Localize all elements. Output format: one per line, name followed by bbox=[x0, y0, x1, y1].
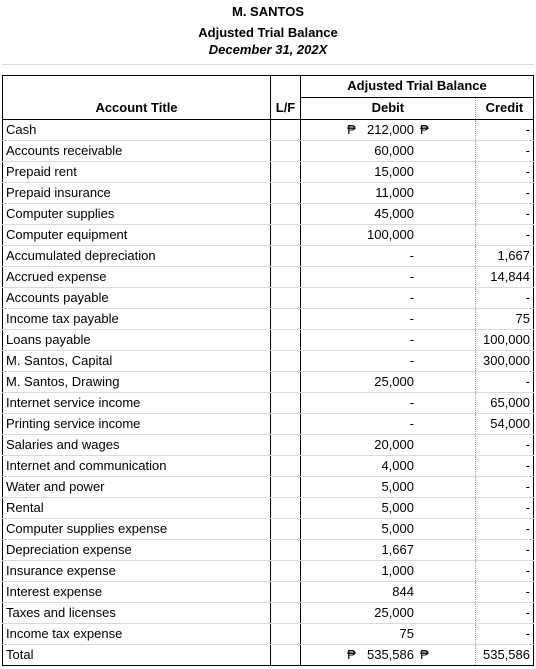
credit-amount: - bbox=[475, 434, 533, 455]
credit-peso-sign bbox=[417, 329, 475, 350]
account-title: Computer supplies bbox=[3, 203, 271, 224]
debit-peso-sign bbox=[301, 329, 359, 350]
credit-peso-sign bbox=[417, 413, 475, 434]
table-row bbox=[3, 350, 534, 371]
debit-amount: 5,000 bbox=[359, 476, 417, 497]
credit-amount: - bbox=[475, 560, 533, 581]
total-debit: 535,586 bbox=[359, 644, 417, 665]
table-row bbox=[3, 560, 534, 581]
lf-cell bbox=[271, 644, 301, 665]
account-title: Cash bbox=[3, 119, 271, 140]
debit-peso-sign bbox=[301, 371, 359, 392]
credit-peso-sign bbox=[417, 518, 475, 539]
lf-cell bbox=[271, 140, 301, 161]
table-row bbox=[3, 308, 534, 329]
credit-peso-sign bbox=[417, 308, 475, 329]
trial-balance-table bbox=[2, 75, 534, 666]
debit-amount: 5,000 bbox=[359, 497, 417, 518]
lf-cell bbox=[271, 560, 301, 581]
credit-peso-sign bbox=[417, 392, 475, 413]
debit-amount: 5,000 bbox=[359, 518, 417, 539]
debit-amount: - bbox=[359, 266, 417, 287]
debit-peso-sign bbox=[301, 161, 359, 182]
lf-cell bbox=[271, 497, 301, 518]
table-row bbox=[3, 140, 534, 161]
table-row bbox=[3, 245, 534, 266]
account-title: Interest expense bbox=[3, 581, 271, 602]
table-row bbox=[3, 224, 534, 245]
debit-peso-sign bbox=[301, 203, 359, 224]
credit-amount: - bbox=[475, 371, 533, 392]
table-row bbox=[3, 497, 534, 518]
debit-amount: 25,000 bbox=[359, 371, 417, 392]
credit-amount: - bbox=[475, 224, 533, 245]
table-row bbox=[3, 182, 534, 203]
debit-peso-sign bbox=[301, 518, 359, 539]
credit-amount: - bbox=[475, 203, 533, 224]
credit-peso-sign bbox=[417, 560, 475, 581]
debit-amount: 60,000 bbox=[359, 140, 417, 161]
debit-amount: 212,000 bbox=[359, 119, 417, 140]
debit-peso-sign: ₱ bbox=[301, 119, 359, 140]
lf-cell bbox=[271, 308, 301, 329]
credit-peso-sign: ₱ bbox=[417, 644, 475, 665]
table-row bbox=[3, 371, 534, 392]
lf-cell bbox=[271, 287, 301, 308]
credit-amount: 1,667 bbox=[475, 245, 533, 266]
account-title: Prepaid rent bbox=[3, 161, 271, 182]
debit-peso-sign bbox=[301, 182, 359, 203]
credit-amount: - bbox=[475, 497, 533, 518]
lf-cell bbox=[271, 161, 301, 182]
lf-cell bbox=[271, 455, 301, 476]
debit-amount: - bbox=[359, 308, 417, 329]
group-header-row bbox=[3, 75, 534, 97]
account-title: Accounts payable bbox=[3, 287, 271, 308]
debit-peso-sign bbox=[301, 560, 359, 581]
lf-cell bbox=[271, 182, 301, 203]
credit-peso-sign bbox=[417, 203, 475, 224]
lf-cell bbox=[271, 224, 301, 245]
credit-peso-sign bbox=[417, 266, 475, 287]
table-row bbox=[3, 602, 534, 623]
table-row bbox=[3, 329, 534, 350]
col-lf: L/F bbox=[271, 97, 301, 119]
credit-peso-sign bbox=[417, 287, 475, 308]
debit-peso-sign bbox=[301, 539, 359, 560]
table-row bbox=[3, 455, 534, 476]
credit-amount: 54,000 bbox=[475, 413, 533, 434]
lf-cell bbox=[271, 623, 301, 644]
debit-amount: - bbox=[359, 413, 417, 434]
lf-cell bbox=[271, 266, 301, 287]
debit-amount: - bbox=[359, 287, 417, 308]
account-title: Loans payable bbox=[3, 329, 271, 350]
lf-cell bbox=[271, 581, 301, 602]
credit-peso-sign bbox=[417, 182, 475, 203]
credit-peso-sign bbox=[417, 476, 475, 497]
statement-title: Adjusted Trial Balance bbox=[198, 25, 338, 40]
lf-cell bbox=[271, 539, 301, 560]
credit-peso-sign bbox=[417, 539, 475, 560]
account-title: Income tax expense bbox=[3, 623, 271, 644]
account-title: Printing service income bbox=[3, 413, 271, 434]
credit-amount: - bbox=[475, 602, 533, 623]
account-title: Prepaid insurance bbox=[3, 182, 271, 203]
account-title: Accumulated depreciation bbox=[3, 245, 271, 266]
debit-amount: - bbox=[359, 329, 417, 350]
debit-amount: 25,000 bbox=[359, 602, 417, 623]
total-row bbox=[3, 644, 534, 665]
lf-cell bbox=[271, 245, 301, 266]
lf-cell bbox=[271, 392, 301, 413]
table-row bbox=[3, 392, 534, 413]
account-title: Insurance expense bbox=[3, 560, 271, 581]
debit-amount: 15,000 bbox=[359, 161, 417, 182]
account-title: M. Santos, Capital bbox=[3, 350, 271, 371]
debit-amount: 20,000 bbox=[359, 434, 417, 455]
credit-peso-sign bbox=[417, 581, 475, 602]
account-title: Taxes and licenses bbox=[3, 602, 271, 623]
credit-peso-sign: ₱ bbox=[417, 119, 475, 140]
debit-amount: 4,000 bbox=[359, 455, 417, 476]
table-row bbox=[3, 434, 534, 455]
debit-peso-sign bbox=[301, 497, 359, 518]
credit-peso-sign bbox=[417, 434, 475, 455]
debit-amount: 1,667 bbox=[359, 539, 417, 560]
account-title: Rental bbox=[3, 497, 271, 518]
debit-amount: 100,000 bbox=[359, 224, 417, 245]
credit-peso-sign bbox=[417, 140, 475, 161]
debit-peso-sign bbox=[301, 350, 359, 371]
table-row bbox=[3, 203, 534, 224]
table-row bbox=[3, 518, 534, 539]
lf-cell bbox=[271, 602, 301, 623]
credit-amount: - bbox=[475, 476, 533, 497]
table-row bbox=[3, 413, 534, 434]
credit-amount: - bbox=[475, 623, 533, 644]
debit-peso-sign bbox=[301, 245, 359, 266]
credit-amount: 14,844 bbox=[475, 266, 533, 287]
credit-amount: 300,000 bbox=[475, 350, 533, 371]
debit-peso-sign bbox=[301, 413, 359, 434]
account-title: Income tax payable bbox=[3, 308, 271, 329]
lf-cell bbox=[271, 434, 301, 455]
debit-amount: 844 bbox=[359, 581, 417, 602]
debit-amount: - bbox=[359, 392, 417, 413]
debit-peso-sign bbox=[301, 476, 359, 497]
debit-peso-sign bbox=[301, 140, 359, 161]
debit-peso-sign bbox=[301, 287, 359, 308]
group-header: Adjusted Trial Balance bbox=[301, 75, 534, 97]
credit-peso-sign bbox=[417, 623, 475, 644]
entity-name: M. SANTOS bbox=[232, 4, 304, 19]
lf-cell bbox=[271, 476, 301, 497]
credit-amount: - bbox=[475, 455, 533, 476]
table-row bbox=[3, 581, 534, 602]
account-title: M. Santos, Drawing bbox=[3, 371, 271, 392]
credit-amount: - bbox=[475, 518, 533, 539]
account-title: Depreciation expense bbox=[3, 539, 271, 560]
debit-peso-sign bbox=[301, 581, 359, 602]
account-title: Internet and communication bbox=[3, 455, 271, 476]
debit-peso-sign bbox=[301, 434, 359, 455]
table-row bbox=[3, 476, 534, 497]
lf-cell bbox=[271, 413, 301, 434]
table-row bbox=[3, 266, 534, 287]
lf-cell bbox=[271, 518, 301, 539]
account-title: Accrued expense bbox=[3, 266, 271, 287]
statement-date: December 31, 202X bbox=[208, 42, 328, 57]
credit-amount: 75 bbox=[475, 308, 533, 329]
lf-cell bbox=[271, 203, 301, 224]
col-account-title: Account Title bbox=[3, 97, 271, 119]
credit-amount: - bbox=[475, 182, 533, 203]
debit-peso-sign bbox=[301, 455, 359, 476]
credit-peso-sign bbox=[417, 455, 475, 476]
debit-amount: - bbox=[359, 350, 417, 371]
lf-cell bbox=[271, 329, 301, 350]
table-row bbox=[3, 287, 534, 308]
table-row bbox=[3, 119, 534, 140]
credit-peso-sign bbox=[417, 602, 475, 623]
credit-amount: 65,000 bbox=[475, 392, 533, 413]
table-row bbox=[3, 623, 534, 644]
credit-amount: - bbox=[475, 539, 533, 560]
lf-cell bbox=[271, 350, 301, 371]
lf-cell bbox=[271, 119, 301, 140]
account-title: Internet service income bbox=[3, 392, 271, 413]
debit-amount: 1,000 bbox=[359, 560, 417, 581]
lf-cell bbox=[271, 371, 301, 392]
credit-amount: - bbox=[475, 161, 533, 182]
account-title: Accounts receivable bbox=[3, 140, 271, 161]
credit-peso-sign bbox=[417, 161, 475, 182]
credit-peso-sign bbox=[417, 497, 475, 518]
divider bbox=[2, 64, 534, 65]
debit-peso-sign bbox=[301, 266, 359, 287]
column-header-row bbox=[3, 97, 534, 119]
total-credit: 535,586 bbox=[475, 644, 533, 665]
debit-amount: 75 bbox=[359, 623, 417, 644]
credit-amount: - bbox=[475, 119, 533, 140]
table-row bbox=[3, 539, 534, 560]
credit-amount: 100,000 bbox=[475, 329, 533, 350]
credit-peso-sign bbox=[417, 224, 475, 245]
debit-peso-sign bbox=[301, 392, 359, 413]
debit-peso-sign bbox=[301, 602, 359, 623]
credit-amount: - bbox=[475, 287, 533, 308]
credit-peso-sign bbox=[417, 371, 475, 392]
col-credit: Credit bbox=[475, 97, 533, 119]
debit-peso-sign bbox=[301, 224, 359, 245]
account-title: Salaries and wages bbox=[3, 434, 271, 455]
account-title: Computer equipment bbox=[3, 224, 271, 245]
credit-amount: - bbox=[475, 581, 533, 602]
account-title: Water and power bbox=[3, 476, 271, 497]
credit-peso-sign bbox=[417, 350, 475, 371]
debit-amount: 45,000 bbox=[359, 203, 417, 224]
account-title: Computer supplies expense bbox=[3, 518, 271, 539]
debit-peso-sign: ₱ bbox=[301, 644, 359, 665]
col-debit: Debit bbox=[301, 97, 476, 119]
debit-amount: - bbox=[359, 245, 417, 266]
debit-peso-sign bbox=[301, 623, 359, 644]
debit-peso-sign bbox=[301, 308, 359, 329]
credit-peso-sign bbox=[417, 245, 475, 266]
credit-amount: - bbox=[475, 140, 533, 161]
debit-amount: 11,000 bbox=[359, 182, 417, 203]
total-label: Total bbox=[3, 644, 271, 665]
table-row bbox=[3, 161, 534, 182]
